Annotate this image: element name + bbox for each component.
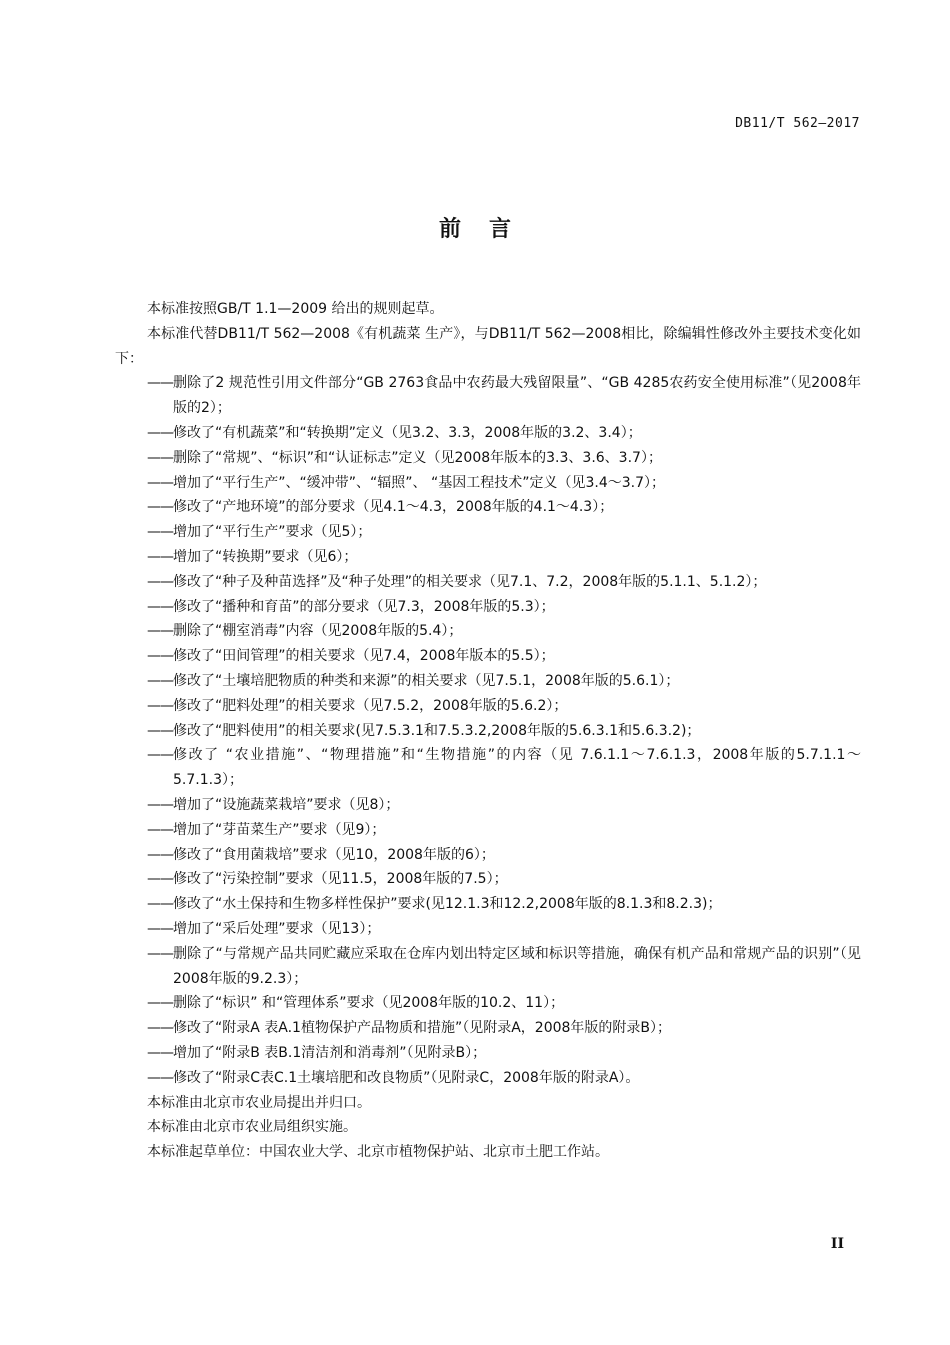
change-item-text: 删除了“常规”、“标识”和“认证标志”定义（见2008年版本的3.3、3.6、3.7）； <box>173 449 662 466</box>
change-item-dash: —— <box>147 375 173 392</box>
change-item-text: 删除了“棚室消毒”内容（见2008年版的5.4）； <box>173 623 463 640</box>
change-item <box>115 1016 861 1041</box>
change-item-text: 增加了“采后处理”要求（见13）； <box>173 920 381 937</box>
change-item-dash: —— <box>147 896 173 913</box>
change-item <box>115 545 861 570</box>
change-item-dash: —— <box>147 722 173 739</box>
change-item-text: 删除了“标识” 和“管理体系”要求（见2008年版的10.2、11）； <box>173 995 565 1012</box>
change-item-dash: —— <box>147 1069 173 1086</box>
change-item <box>115 446 861 471</box>
change-item-text: 修改了“水土保持和生物多样性保护”要求(见12.1.3和12.2,2008年版的8.1.3和8.2.3)； <box>173 896 722 913</box>
change-item-text: 修改了 “农业措施”、“物理措施”和“生物措施”的内容（见 7.6.1.1～7.6.1.3，2008年版的5.7.1.1～5.7.1.3）； <box>173 747 861 789</box>
change-item-dash: —— <box>147 672 173 689</box>
change-item-dash: —— <box>147 821 173 838</box>
change-item-dash: —— <box>147 945 173 962</box>
change-item <box>115 669 861 694</box>
change-item <box>115 1041 861 1066</box>
change-item-dash: —— <box>147 747 173 764</box>
change-item-text: 修改了“播种和育苗”的部分要求（见7.3，2008年版的5.3）； <box>173 598 555 615</box>
change-item-text: 修改了“污染控制”要求（见11.5，2008年版的7.5）； <box>173 871 508 888</box>
change-item-text: 修改了“有机蔬菜”和“转换期”定义（见3.2、3.3，2008年版的3.2、3.4）； <box>173 424 642 441</box>
change-item-text: 修改了“附录C表C.1土壤培肥和改良物质”（见附录C，2008年版的附录A）。 <box>173 1069 640 1086</box>
change-item-dash: —— <box>147 846 173 863</box>
change-item-text: 修改了“肥料处理”的相关要求（见7.5.2，2008年版的5.6.2）； <box>173 697 568 714</box>
change-item-text: 修改了“田间管理”的相关要求（见7.4，2008年版本的5.5）； <box>173 648 555 665</box>
page-title: 前言 <box>438 217 539 242</box>
change-item-dash: —— <box>147 623 173 640</box>
change-item-text: 增加了“平行生产”要求（见5）； <box>173 524 372 541</box>
change-item-dash: —— <box>147 796 173 813</box>
change-item-dash: —— <box>147 424 173 441</box>
change-item <box>115 743 861 793</box>
change-item <box>115 595 861 620</box>
change-item-dash: —— <box>147 995 173 1012</box>
change-item-dash: —— <box>147 648 173 665</box>
change-item-dash: —— <box>147 697 173 714</box>
change-item <box>115 644 861 669</box>
change-item-text: 删除了“与常规产品共同贮藏应采取在仓库内划出特定区域和标识等措施，确保有机产品和常规产品的识别”（见2008年版的9.2.3）； <box>173 945 861 987</box>
change-item-dash: —— <box>147 573 173 590</box>
change-item-text: 修改了“产地环境”的部分要求（见4.1～4.3，2008年版的4.1～4.3）； <box>173 499 614 516</box>
change-item <box>115 843 861 868</box>
intro-paragraph: 本标准代替DB11/T 562—2008《有机蔬菜 生产》，与DB11/T 562—2008相比，除编辑性修改外主要技术变化如下： <box>115 325 861 367</box>
change-item-text: 增加了“芽苗菜生产”要求（见9）； <box>173 821 386 838</box>
change-item <box>115 570 861 595</box>
change-item <box>115 421 861 446</box>
standard-code: DB11/T 562—2017 <box>735 116 860 131</box>
change-item <box>115 719 861 744</box>
change-item <box>115 371 861 421</box>
change-item <box>115 520 861 545</box>
change-item-text: 修改了“土壤培肥物质的种类和来源”的相关要求（见7.5.1，2008年版的5.6.1）； <box>173 672 680 689</box>
change-item-text: 增加了“附录B 表B.1清洁剂和消毒剂”（见附录B）； <box>173 1044 487 1061</box>
changes-list <box>115 371 861 1090</box>
change-item-dash: —— <box>147 1044 173 1061</box>
change-item <box>115 892 861 917</box>
change-item-text: 修改了“肥料使用”的相关要求(见7.5.3.1和7.5.3.2,2008年版的5.6.3.1和5.6.3.2)； <box>173 722 701 739</box>
closing-paragraph: 本标准起草单位：中国农业大学、北京市植物保护站、北京市土肥工作站。 <box>147 1144 609 1161</box>
change-item-dash: —— <box>147 474 173 491</box>
change-item <box>115 471 861 496</box>
change-item-text: 增加了“平行生产”、“缓冲带”、“辐照”、 “基因工程技术”定义（见3.4～3.7）； <box>173 474 666 491</box>
change-item-text: 修改了“食用菌栽培”要求（见10，2008年版的6）； <box>173 846 495 863</box>
change-item-dash: —— <box>147 871 173 888</box>
change-item-text: 增加了“转换期”要求（见6）； <box>173 548 358 565</box>
page-number: II <box>830 1236 844 1252</box>
change-item <box>115 991 861 1016</box>
change-item-dash: —— <box>147 499 173 516</box>
change-item <box>115 942 861 992</box>
closing-paragraph: 本标准由北京市农业局提出并归口。 <box>147 1094 371 1111</box>
change-item-dash: —— <box>147 524 173 541</box>
change-item-text: 修改了“附录A 表A.1植物保护产品物质和措施”（见附录A，2008年版的附录B）； <box>173 1020 672 1037</box>
change-item-text: 修改了“种子及种苗选择”及“种子处理”的相关要求（见7.1、7.2，2008年版的5.1.1、5.1.2）； <box>173 573 767 590</box>
document-body <box>115 297 861 1165</box>
change-item-text: 增加了“设施蔬菜栽培”要求（见8）； <box>173 796 400 813</box>
change-item <box>115 495 861 520</box>
change-item <box>115 793 861 818</box>
change-item-text: 删除了2 规范性引用文件部分“GB 2763食品中农药最大残留限量”、“GB 4285农药安全使用标准”（见2008年版的2）； <box>173 375 861 417</box>
change-item-dash: —— <box>147 598 173 615</box>
closing-paragraph: 本标准由北京市农业局组织实施。 <box>147 1119 357 1136</box>
change-item-dash: —— <box>147 1020 173 1037</box>
change-item <box>115 1066 861 1091</box>
change-item-dash: —— <box>147 449 173 466</box>
change-item-dash: —— <box>147 548 173 565</box>
change-item <box>115 867 861 892</box>
change-item <box>115 619 861 644</box>
intro-paragraph: 本标准按照GB/T 1.1—2009 给出的规则起草。 <box>147 301 444 317</box>
change-item <box>115 694 861 719</box>
change-item <box>115 818 861 843</box>
change-item <box>115 917 861 942</box>
change-item-dash: —— <box>147 920 173 937</box>
